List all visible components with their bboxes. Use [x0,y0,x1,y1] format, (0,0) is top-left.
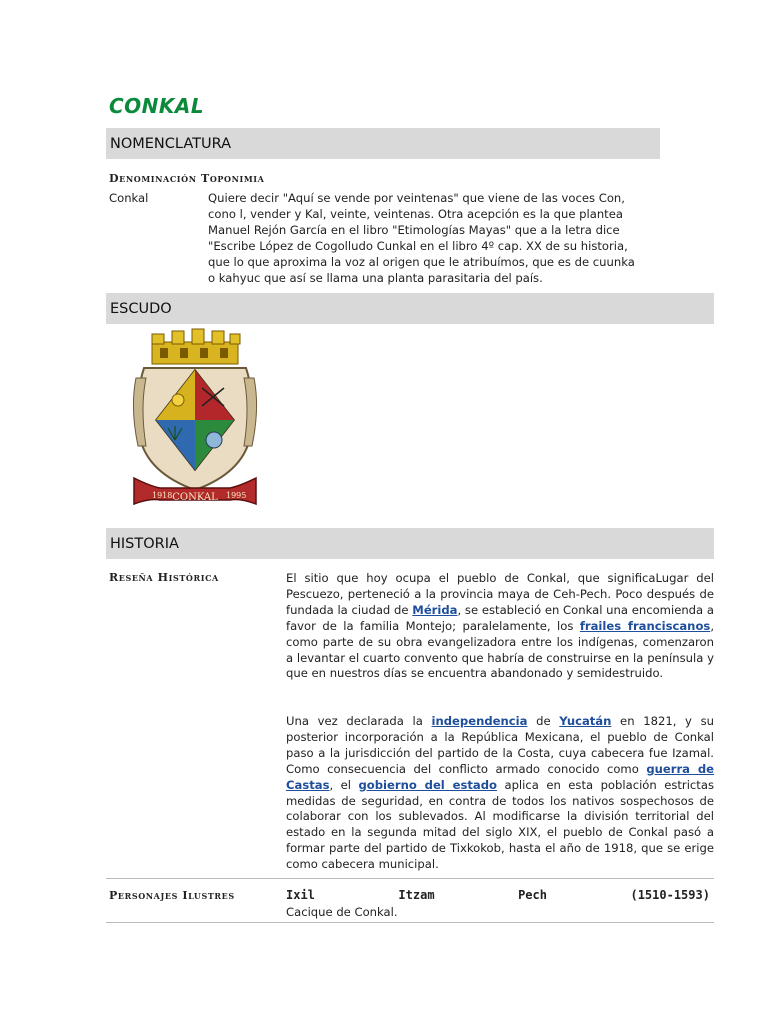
divider [106,878,714,879]
p2-text-1: Una vez declarada la [286,714,432,728]
personaje-name-2: Itzam [398,888,435,902]
link-gobierno-del-estado[interactable]: gobierno del estado [358,777,497,792]
personaje-name-3: Pech [518,888,547,902]
personajes-ilustres-label: Personajes Ilustres [109,889,235,902]
definition-line: Quiere decir "Aquí se vende por veintenas" que viene de las voces Con, [208,191,625,205]
personaje-name-1: Ixil [286,888,315,902]
section-heading-nomenclatura: NOMENCLATURA [110,135,231,152]
historia-paragraph-1 [286,571,714,682]
link-independencia[interactable]: independencia [431,714,528,728]
section-heading-escudo: ESCUDO [110,300,172,317]
toponimia-definition [208,191,668,286]
definition-line: que lo que aproxima la voz al origen que le atribuímos, que es de cuunka [208,254,635,269]
crown-icon [152,329,240,364]
ribbon-name: CONKAL [172,492,218,503]
p2-text-4: , el [329,777,359,792]
coat-of-arms-image [130,328,260,518]
definition-line: cono l, vender y Kal, veinte, veintenas. Otra acepción es la que plantea [208,206,623,221]
section-bar-nomenclatura [106,128,660,159]
personaje-row [286,888,710,902]
ribbon-year-left: 1918 [152,491,173,500]
section-bar-escudo [106,293,714,324]
page-title: CONKAL [109,94,205,118]
p1-text-3: , como parte de su obra evangelizadora entre los indígenas, comenzaron a levantar el cuarto convento que habría de construirse en la península y que en nuestros días se encuentra abandonado y semidestruido. [286,618,714,681]
link-yucatan[interactable]: Yucatán [559,714,612,728]
definition-line: "Escribe López de Cogolludo Cunkal en el libro 4º cap. XX de su historia, [208,238,628,253]
definition-line: o kahyuc que así se llama una planta parasitaria del país. [208,270,543,285]
ribbon-year-right: 1995 [226,491,247,500]
subheading-toponimia: Denominación Toponimia [109,172,265,185]
toponimia-term: Conkal [109,191,149,205]
personaje-description: Cacique de Conkal. [286,905,398,919]
link-merida[interactable]: Mérida [412,602,458,617]
personaje-years: (1510-1593) [630,888,710,902]
divider [106,922,714,923]
definition-line: Manuel Rejón García en el libro "Etimologías Mayas" que a la letra dice [208,222,620,237]
section-bar-historia [106,528,714,559]
p2-text-2: de [527,714,560,728]
p1-text-1: El sitio que hoy ocupa el pueblo de Conkal, que significaLugar del Pescuezo, perteneció a la provincia maya de Ceh-Pech. Poco después de fundada la ciudad de [286,571,714,617]
p1-text-2: , se estableció en Conkal una encomienda a favor de la familia Montejo; paralelamente, los [286,602,714,633]
link-guerra-de-castas[interactable]: guerra de Castas [286,761,714,792]
resena-historica-label: Reseña Histórica [109,571,219,584]
p2-text-5: aplica en esta población estrictas medidas de seguridad, en contra de todos los nativos sospechosos de colaborar con los sublevados. Al modificarse la división territorial del estado en la segunda mitad del siglo XIX, el pueblo de Conkal pasó a formar parte del partido de Tixkokob, hasta el año de 1918, que se erige como cabecera municipal. [286,777,714,872]
link-frailes-franciscanos[interactable]: frailes franciscanos [579,618,711,633]
p2-text-3: en 1821, y su posterior incorporación a la República Mexicana, el pueblo de Conkal paso a la jurisdicción del partido de la Costa, cuya cabecera fue Izamal. Como consecuencia del conflicto armado conocido como [286,714,714,776]
historia-paragraph-2 [286,714,714,873]
section-heading-historia: HISTORIA [110,535,179,552]
